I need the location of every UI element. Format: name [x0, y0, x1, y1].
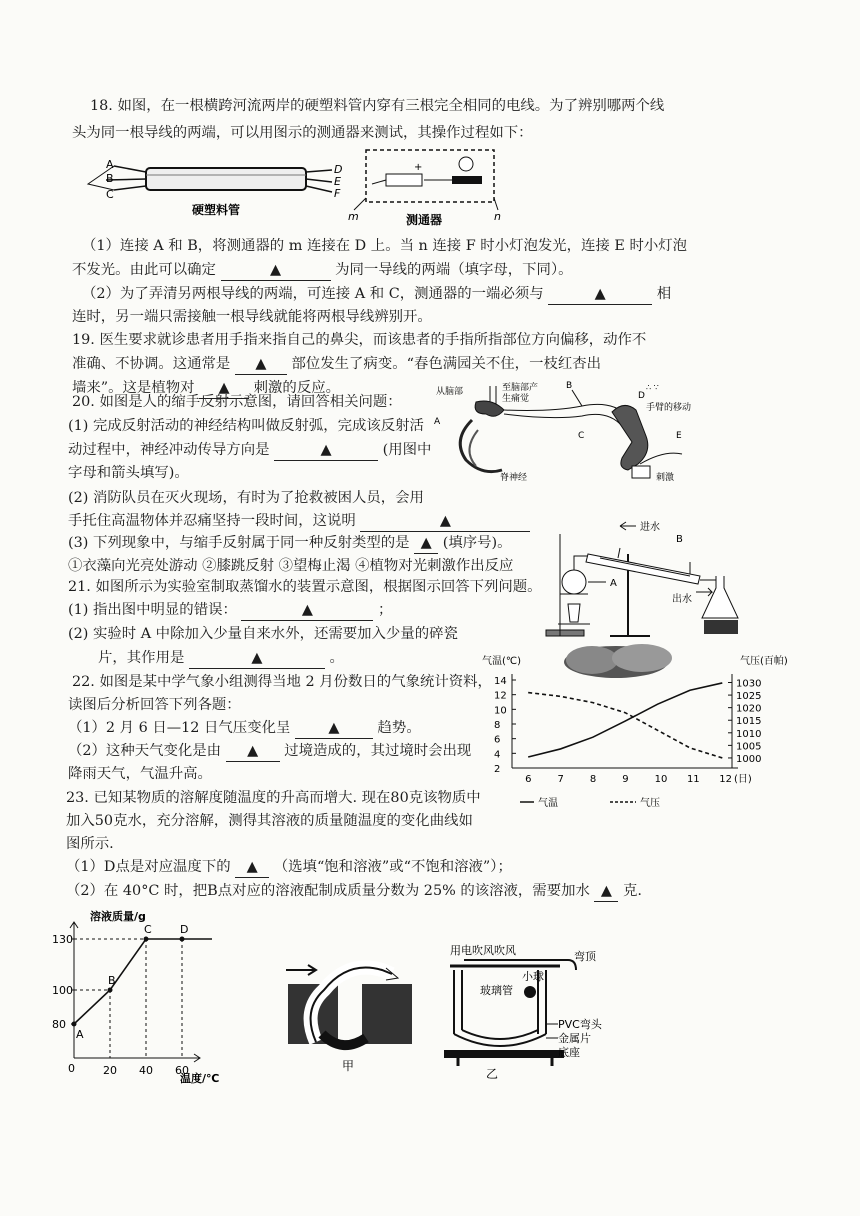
legend-temperature: 气温 — [538, 798, 558, 809]
move-dots: ∴ ∵ — [646, 383, 659, 392]
q18-part1-text: 不发光。由此可以确定 — [72, 262, 216, 278]
q18-answer-blank-1[interactable]: ▲ — [221, 260, 331, 281]
q18-part2-text: （2）为了弄清另两根导线的两端，可连接 A 和 C，测通器的一端必须与 — [82, 286, 544, 302]
x-tick-label: 12 — [719, 774, 733, 785]
right-tick-label: 1025 — [736, 691, 762, 703]
q19-text-c: 墙来”。这是植物对 — [72, 380, 195, 396]
q22-line5: 降雨天气，气温升高。 — [68, 766, 212, 782]
origin-label: 0 — [68, 1062, 75, 1075]
q21-text-a: (1) 指出图中明显的错误： — [68, 602, 237, 618]
label-d: D — [638, 391, 645, 401]
label-b: B — [106, 172, 114, 185]
q20-answer-blank-1[interactable]: ▲ — [274, 440, 378, 461]
q19-text-a: 准确、不协调。这通常是 — [72, 356, 231, 372]
y-tick-label: 80 — [52, 1018, 66, 1031]
label-a: A — [106, 158, 114, 171]
q19-answer-blank-1[interactable]: ▲ — [235, 354, 287, 375]
q21-line2 — [68, 600, 392, 621]
label-m: m — [348, 210, 359, 223]
y-tick-label: 100 — [52, 984, 73, 997]
q18-part2-tail: 相 — [656, 286, 672, 302]
left-tick-label: 6 — [494, 734, 501, 746]
x-tick-label: 9 — [622, 774, 629, 785]
q23-text-a: （1）D点是对应温度下的 — [66, 859, 231, 875]
point-label-b: B — [108, 974, 116, 987]
y-axis-title: 溶液质量/g — [90, 910, 146, 923]
label-e: E — [676, 431, 682, 441]
q22-line4 — [68, 741, 471, 762]
q21-text-c: 片，其作用是 — [98, 650, 185, 666]
q18-part1-tail: 为同一导线的两端（填字母，下同）。 — [335, 262, 573, 278]
right-tick-label: 1005 — [736, 741, 762, 753]
weather-chart — [476, 640, 816, 830]
left-axis-title: 气温(℃) — [482, 656, 522, 667]
figure-jia-label: 甲 — [342, 1059, 355, 1073]
legend-pressure: 气压 — [640, 798, 660, 809]
x-tick-label: 60 — [175, 1064, 189, 1077]
spinal-cord — [475, 401, 504, 416]
q20-answer-blank-2[interactable]: ▲ — [360, 511, 530, 532]
right-tick-label: 1020 — [736, 703, 762, 715]
left-tick-label: 2 — [494, 764, 501, 775]
arm — [612, 405, 648, 470]
to-brain-label: 至脑部产 — [502, 383, 539, 393]
q18-answer-blank-2[interactable]: ▲ — [548, 284, 652, 305]
pain-label: 生痛觉 — [502, 394, 530, 404]
q19-text-d: 刺激的反应。 — [253, 380, 340, 396]
label-b: B — [676, 534, 683, 545]
right-tick-label: 1015 — [736, 716, 762, 728]
q20-line2: (1) 完成反射活动的神经结构叫做反射弧，完成该反射活 — [68, 418, 424, 434]
q20-options: ①衣藻向光亮处游动 ②膝跳反射 ③望梅止渴 ④植物对光刺激作出反应 — [68, 558, 514, 574]
x-tick-label: 40 — [139, 1064, 153, 1077]
water-in-label: 进水 — [640, 522, 660, 533]
q20-line4: 字母和箭头填写)。 — [68, 465, 189, 481]
q22-answer-blank-1[interactable]: ▲ — [295, 718, 373, 739]
q18-intro-line1: 18. 如图，在一根横跨河流两岸的硬塑料管内穿有三根完全相同的电线。为了辨别哪两个线 — [90, 98, 665, 114]
receiving-flask — [702, 576, 738, 618]
q22-text-b: 趋势。 — [377, 720, 421, 736]
figure-jia — [282, 950, 418, 1074]
left-tick-label: 4 — [494, 749, 501, 761]
temperature-series-line — [528, 683, 722, 757]
data-point-a — [72, 1022, 77, 1027]
q22-text-d: 过境造成的，其过境时会出现 — [284, 743, 472, 759]
solution-curve — [74, 939, 212, 1024]
x-tick-label: 6 — [525, 774, 532, 785]
q21-answer-blank-1[interactable]: ▲ — [241, 600, 373, 621]
left-tick-label: 14 — [494, 676, 507, 687]
q19-line2 — [72, 354, 601, 375]
left-tick-label: 12 — [494, 690, 507, 702]
right-axis-title: 气压(百帕) — [740, 656, 788, 667]
q22-line3 — [68, 718, 421, 739]
q20-line3 — [68, 440, 431, 461]
q21-text-b: ； — [378, 602, 393, 618]
q18-intro-line2: 头为同一根导线的两端，可以用图示的测通器来测试，其操作过程如下： — [72, 125, 533, 141]
q23-line3: 图所示. — [66, 836, 114, 852]
q21-line1: 21. 如图所示为实验室制取蒸馏水的装置示意图，根据图示回答下列问题。 — [68, 579, 542, 595]
q22-line2: 读图后分析回答下列各题： — [68, 697, 241, 713]
svg-text:+: + — [414, 162, 423, 173]
label-f: F — [334, 187, 341, 200]
q23-line1: 23. 已知某物质的溶解度随温度的升高而增大. 现在80克该物质中 — [66, 790, 481, 806]
q21-line4 — [98, 648, 344, 669]
q18-part2-line2: 连时，另一端只需接触一根导线就能将两根导线辨别开。 — [72, 309, 432, 325]
label-a: A — [610, 578, 617, 589]
label-c: C — [106, 188, 114, 201]
q19-answer-blank-2[interactable]: ▲ — [199, 378, 249, 399]
data-point-c — [144, 937, 149, 942]
x-tick-label: 8 — [589, 774, 597, 785]
top-bend-label: 弯顶 — [574, 950, 596, 963]
right-tick-label: 1030 — [736, 678, 762, 690]
q18-circuit-figure — [84, 140, 514, 232]
spinal-nerve-label: 脊神经 — [500, 473, 528, 483]
right-tick-label: 1000 — [736, 753, 762, 765]
label-e: E — [334, 175, 341, 188]
tester-label: 测通器 — [406, 213, 443, 227]
pressure-series-line — [528, 693, 722, 758]
q20-line1: 20. 如图是人的缩手反射示意图，请回答相关问题： — [72, 394, 402, 410]
point-label-a: A — [76, 1028, 84, 1041]
solution-plot-area — [52, 922, 212, 1077]
point-label-c: C — [144, 923, 152, 936]
x-tick-label: 10 — [654, 774, 668, 785]
q23-text-c: （2）在 40°C 时，把B点对应的溶液配制成质量分数为 25% 的该溶液，需要加水 — [66, 883, 590, 899]
q22-text-a: （1）2 月 6 日—12 日气压变化呈 — [68, 720, 291, 736]
q22-text-c: （2）这种天气变化是由 — [68, 743, 222, 759]
q23-line4 — [66, 857, 512, 878]
q20-text-a: 动过程中，神经冲动传导方向是 — [68, 442, 270, 458]
from-brain-label: 从脑部 — [436, 387, 464, 397]
data-point-b — [108, 988, 113, 993]
label-d: D — [334, 163, 343, 176]
q18-part1-line2 — [72, 260, 573, 281]
q23-answer-blank-2[interactable]: ▲ — [594, 881, 618, 902]
distillation-figure — [540, 518, 780, 648]
q20-text-d: (3) 下列现象中，与缩手反射属于同一种反射类型的是 — [68, 535, 410, 551]
figure-yi — [434, 940, 684, 1080]
q20-line5: (2) 消防队员在灭火现场，有时为了抢救被困人员，会用 — [68, 490, 424, 506]
weather-plot-area — [494, 674, 761, 785]
x-tick-label: 11 — [686, 774, 700, 785]
x-tick-label: 7 — [557, 774, 564, 785]
q22-answer-blank-2[interactable]: ▲ — [226, 741, 280, 762]
hard-plastic-pipe — [146, 168, 306, 190]
q21-text-d: 。 — [329, 650, 344, 666]
blow-label: 用电吹风吹风 — [450, 944, 516, 957]
figure-yi-label: 乙 — [486, 1067, 499, 1080]
label-a: A — [434, 417, 441, 427]
q20-text-e: (填序号)。 — [442, 535, 512, 551]
q23-text-d: 克. — [623, 883, 642, 899]
q19-line1: 19. 医生要求就诊患者用手指来指自己的鼻尖，而该患者的手指所指部位方向偏移，动作不 — [72, 332, 647, 348]
q21-answer-blank-2[interactable]: ▲ — [189, 648, 325, 669]
solution-mass-chart — [50, 908, 290, 1088]
q18-part2-line1 — [82, 284, 671, 305]
x-axis-title: 温度/℃ — [180, 1072, 220, 1085]
q18-part1-line1: （1）连接 A 和 B，将测通器的 m 连接在 D 上。当 n 连接 F 时小灯泡发光，连接 E 时小灯泡 — [82, 238, 688, 254]
metal-sheet-label: 金属片 — [558, 1032, 591, 1045]
x-tick-label: 20 — [103, 1064, 117, 1077]
q23-line5 — [66, 881, 642, 902]
base-label: 底座 — [558, 1046, 580, 1059]
q23-text-b: （选填“饱和溶液”或“不饱和溶液”）； — [273, 859, 512, 875]
reflex-arc-figure — [432, 380, 694, 486]
point-label-d: D — [180, 923, 189, 936]
glass-tube-label: 玻璃管 — [480, 984, 513, 997]
label-b: B — [566, 381, 573, 391]
q23-answer-blank-1[interactable]: ▲ — [235, 857, 269, 878]
label-c: C — [578, 431, 585, 441]
q19-text-b: 部位发生了病变。“春色满园关不住，一枝红杏出 — [291, 356, 602, 372]
q20-line6 — [68, 511, 530, 532]
data-point-d — [180, 937, 185, 942]
q20-text-b: (用图中 — [382, 442, 432, 458]
arm-move-label: 手臂的移动 — [646, 403, 692, 413]
x-axis-unit: (日) — [734, 774, 752, 785]
y-tick-label: 130 — [52, 933, 73, 946]
q22-line1: 22. 如图是某中学气象小组测得当地 2 月份数日的气象统计资料， — [72, 674, 492, 690]
q21-line3: (2) 实验时 A 中除加入少量自来水外，还需要加入少量的碎瓷 — [68, 626, 458, 642]
stimulus-label: 刺激 — [656, 473, 675, 483]
q20-answer-blank-3[interactable]: ▲ — [414, 533, 438, 554]
ball-label: 小球 — [522, 970, 544, 983]
left-tick-label: 10 — [494, 705, 507, 717]
q20-line7 — [68, 533, 512, 554]
label-n: n — [494, 210, 501, 223]
water-out-label: 出水 — [672, 594, 692, 605]
pipe-label: 硬塑料管 — [192, 203, 241, 217]
q23-line2: 加入50克水，充分溶解，测得其溶液的质量随温度的变化曲线如 — [66, 813, 473, 829]
left-tick-label: 8 — [494, 720, 501, 731]
q20-text-c: 手托住高温物体并忍痛坚持一段时间，这说明 — [68, 513, 356, 529]
pvc-elbow-label: PVC弯头 — [558, 1018, 602, 1031]
right-tick-label: 1010 — [736, 728, 762, 740]
